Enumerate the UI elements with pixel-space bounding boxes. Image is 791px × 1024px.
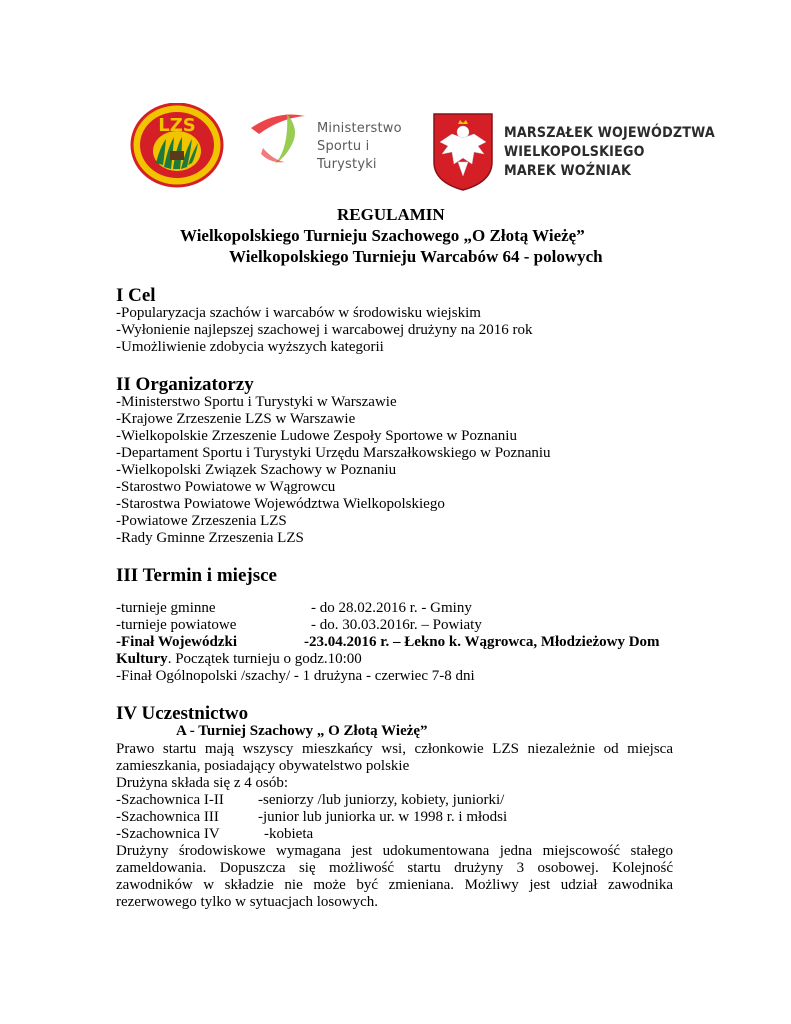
schedule-label-gmina: -turnieje gminne bbox=[116, 600, 216, 616]
organizer-item: -Departament Sportu i Turystyki Urzędu Marszałkowskiego w Poznaniu bbox=[116, 445, 551, 461]
eligibility-line: Prawo startu mają wszyscy mieszkańcy wsi, członkowie LZS niezależnie od miejsca bbox=[116, 741, 673, 757]
eligibility-paragraph bbox=[116, 741, 673, 775]
marshal-line1: MARSZAŁEK WOJEWÓDZTWA bbox=[504, 125, 715, 141]
team-rules-line: zawodników w składzie nie może być zmieniana. Możliwy jest udział zawodnika bbox=[116, 877, 673, 893]
board-label: -Szachownica IV bbox=[116, 826, 220, 842]
organizer-item: -Powiatowe Zrzeszenia LZS bbox=[116, 513, 287, 529]
team-rules-line: Drużyny środowiskowe wymagana jest udokumentowana jedna miejscowość stałego bbox=[116, 843, 673, 859]
section-schedule-heading: III Termin i miejsce bbox=[116, 565, 277, 586]
organizer-item: -Krajowe Zrzeszenie LZS w Warszawie bbox=[116, 411, 356, 427]
organizer-item: -Wielkopolskie Zrzeszenie Ludowe Zespoły Sportowe w Poznaniu bbox=[116, 428, 517, 444]
board-label: -Szachownica III bbox=[116, 809, 219, 825]
schedule-national-final: -Finał Ogólnopolski /szachy/ - 1 drużyna - czerwiec 7-8 dni bbox=[116, 668, 475, 684]
team-rules-line: rezerwowego tylko w sytuacjach losowych. bbox=[116, 894, 379, 910]
title-chess-tournament: Wielkopolskiego Turnieju Szachowego „O Złotą Wieżę” bbox=[180, 226, 585, 245]
team-rules-line: zameldowania. Dopuszcza się możliwość startu drużyny 3 osobowej. Kolejność bbox=[116, 860, 673, 876]
board-value: -seniorzy /lub juniorzy, kobiety, juniorki/ bbox=[258, 792, 505, 808]
eagle-shield-icon bbox=[432, 112, 494, 192]
schedule-label-final: -Finał Wojewódzki bbox=[116, 634, 237, 650]
team-composition: Drużyna składa się z 4 osób: bbox=[116, 775, 289, 791]
ministry-logo bbox=[247, 108, 427, 172]
title-checkers-tournament: Wielkopolskiego Turnieju Warcabów 64 - polowych bbox=[229, 247, 603, 266]
section-cel-heading: I Cel bbox=[116, 285, 156, 306]
schedule-value-powiat: - do. 30.03.2016r. – Powiaty bbox=[311, 617, 482, 633]
schedule-start-time: . Początek turnieju o godz.10:00 bbox=[167, 651, 362, 667]
organizer-item: -Starostwo Powiatowe w Wągrowcu bbox=[116, 479, 336, 495]
team-rules-paragraph bbox=[116, 843, 673, 911]
section-participation-heading: IV Uczestnictwo bbox=[116, 703, 249, 724]
cel-item: -Wyłonienie najlepszej szachowej i warcabowej drużyny na 2016 rok bbox=[116, 322, 533, 338]
lzs-logo bbox=[130, 103, 224, 188]
ministry-swoosh-icon bbox=[247, 108, 311, 168]
section-organizers-heading: II Organizatorzy bbox=[116, 374, 254, 395]
schedule-final-venue-end: Kultury bbox=[116, 651, 168, 667]
board-label: -Szachownica I-II bbox=[116, 792, 224, 808]
board-value: -kobieta bbox=[264, 826, 314, 842]
schedule-value-gmina: - do 28.02.2016 r. - Gminy bbox=[311, 600, 472, 616]
organizer-item: -Ministerstwo Sportu i Turystyki w Warszawie bbox=[116, 394, 397, 410]
marshal-line3: MAREK WOŹNIAK bbox=[504, 163, 632, 179]
schedule-value-final: -23.04.2016 r. – Łekno k. Wągrowca, Młodzieżowy Dom bbox=[304, 634, 660, 650]
cel-item: -Popularyzacja szachów i warcabów w środowisku wiejskim bbox=[116, 305, 481, 321]
participation-subheading: A - Turniej Szachowy „ O Złotą Wieżę” bbox=[176, 723, 428, 739]
title-regulamin: REGULAMIN bbox=[337, 205, 445, 224]
organizer-item: -Rady Gminne Zrzeszenia LZS bbox=[116, 530, 304, 546]
organizer-item: -Starostwa Powiatowe Województwa Wielkopolskiego bbox=[116, 496, 445, 512]
eligibility-line: zamieszkania, posiadający obywatelstwo polskie bbox=[116, 758, 410, 774]
lzs-logo-text: LZS bbox=[158, 115, 196, 136]
schedule-label-powiat: -turnieje powiatowe bbox=[116, 617, 237, 633]
cel-item: -Umożliwienie zdobycia wyższych kategorii bbox=[116, 339, 384, 355]
board-value: -junior lub juniorka ur. w 1998 r. i młodsi bbox=[258, 809, 508, 825]
organizer-item: -Wielkopolski Związek Szachowy w Poznaniu bbox=[116, 462, 397, 478]
ministry-name-line1: Ministerstwo bbox=[317, 121, 402, 136]
marshal-line2: WIELKOPOLSKIEGO bbox=[504, 144, 645, 160]
marshal-logo bbox=[432, 112, 715, 192]
schedule-final-continued bbox=[116, 651, 362, 668]
ministry-name-line2: Sportu i Turystyki bbox=[317, 139, 377, 172]
